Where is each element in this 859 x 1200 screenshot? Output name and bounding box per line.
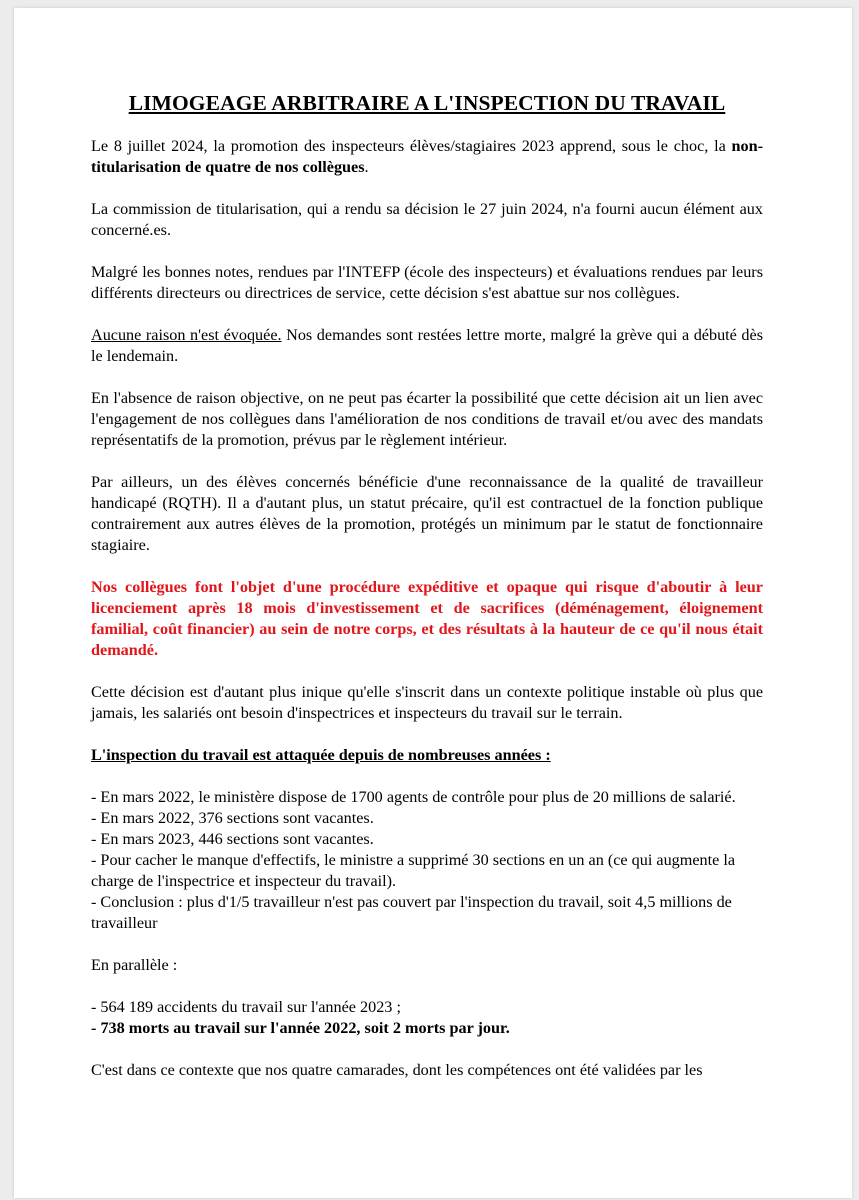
paragraph-2: La commission de titularisation, qui a rendu sa décision le 27 juin 2024, n'a fourni aucun élément aux concerné.es. [91, 200, 763, 239]
paragraph-4-rest: Nos demandes sont restées lettre morte, malgré la grève qui a débuté dès le lendemain. [91, 326, 764, 365]
paragraph-1-bold: non-titularisation de quatre de nos collègues [91, 137, 763, 176]
paragraph-3: Malgré les bonnes notes, rendues par l'INTEFP (école des inspecteurs) et évaluations rendues par leurs différents directeurs ou directrices de service, cette décision s'est abattue sur nos collègues. [91, 263, 763, 302]
list-item: - Pour cacher le manque d'effectifs, le ministre a supprimé 30 sections en un an (ce qui augmente la charge de l'inspectrice et inspecteur du travail). [91, 851, 736, 890]
paragraph-4 [91, 325, 763, 367]
section-heading: L'inspection du travail est attaquée depuis de nombreuses années : [91, 746, 551, 764]
paragraph-1 [91, 136, 763, 178]
parallel-label: En parallèle : [91, 956, 178, 974]
paragraph-5: En l'absence de raison objective, on ne peut pas écarter la possibilité que cette décision ait un lien avec l'engagement de nos collègues dans l'amélioration de nos conditions de travail et/ou avec des mandats représentatifs de la promotion, prévus par le règlement intérieur. [91, 389, 763, 449]
list-item-prefix: - [91, 1019, 101, 1037]
document-body [91, 90, 763, 1102]
document-title: LIMOGEAGE ARBITRAIRE A L'INSPECTION DU TRAVAIL [128, 91, 726, 115]
list-item: - En mars 2022, le ministère dispose de 1700 agents de contrôle pour plus de 20 millions de salarié. [91, 788, 736, 806]
paragraph-1-text: Le 8 juillet 2024, la promotion des inspecteurs élèves/stagiaires 2023 apprend, sous le choc, la [91, 137, 732, 155]
paragraph-1-end: . [364, 158, 369, 176]
paragraph-6: Par ailleurs, un des élèves concernés bénéficie d'une reconnaissance de la qualité de travailleur handicapé (RQTH). Il a d'autant plus, un statut précaire, qu'il est contractuel de la fonction publique contrairement aux autres élèves de la promotion, protégés un minimum par le statut de fonctionnaire stagiaire. [91, 473, 763, 554]
paragraph-8: Cette décision est d'autant plus inique qu'elle s'inscrit dans un contexte politique instable où plus que jamais, les salariés ont besoin d'inspectrices et inspecteurs du travail sur le terrain. [91, 683, 763, 722]
list-item-bold: 738 morts au travail sur l'année 2022, soit 2 morts par jour. [100, 1019, 510, 1037]
list-item: - En mars 2023, 446 sections sont vacantes. [91, 830, 374, 848]
paragraph-7-highlight: Nos collègues font l'objet d'une procédure expéditive et opaque qui risque d'aboutir à leur licenciement après 18 mois d'investissement et de sacrifices (déménagement, éloignement familial, coût financier) au sein de notre corps, et des résultats à la hauteur de ce qu'il nous était demandé. [91, 578, 763, 659]
paragraph-4-underlined: Aucune raison n'est évoquée. [91, 326, 282, 344]
list-item: - Conclusion : plus d'1/5 travailleur n'est pas couvert par l'inspection du travail, soit 4,5 millions de travailleur [91, 893, 732, 932]
list-item: - 564 189 accidents du travail sur l'année 2023 ; [91, 998, 401, 1016]
accidents-list [91, 997, 763, 1039]
list-item [91, 1018, 763, 1039]
list-item: - En mars 2022, 376 sections sont vacantes. [91, 809, 374, 827]
closing-line: C'est dans ce contexte que nos quatre camarades, dont les compétences ont été validées par les [91, 1061, 703, 1079]
stats-list [91, 787, 763, 934]
document-page [14, 8, 852, 1198]
